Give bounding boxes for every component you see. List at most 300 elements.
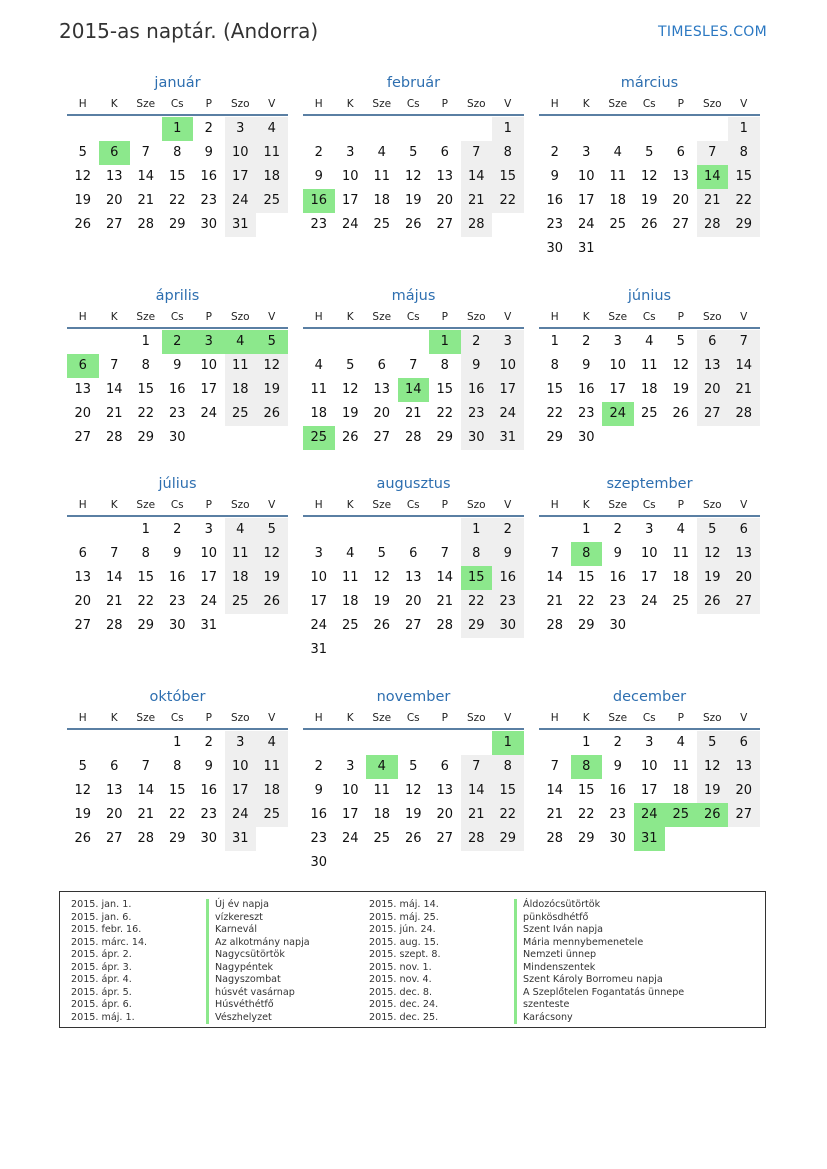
day-cell[interactable]: 24 — [200, 406, 218, 421]
day-cell[interactable]: 1 — [550, 334, 559, 349]
holiday-day-cell[interactable]: 6 — [99, 141, 131, 165]
day-cell[interactable]: 28 — [105, 618, 123, 633]
day-cell[interactable]: 14 — [436, 570, 454, 585]
day-cell[interactable]: 24 — [310, 618, 328, 633]
day-cell[interactable]: 28 — [697, 213, 729, 237]
day-cell[interactable]: 5 — [377, 546, 386, 561]
day-cell[interactable]: 18 — [310, 406, 328, 421]
day-cell[interactable]: 17 — [640, 783, 658, 798]
day-cell[interactable]: 22 — [137, 594, 155, 609]
day-cell[interactable]: 4 — [314, 358, 323, 373]
day-cell[interactable]: 11 — [609, 169, 627, 184]
day-cell[interactable]: 18 — [256, 165, 288, 189]
holiday-day-cell[interactable]: 4 — [225, 330, 257, 354]
day-cell[interactable]: 30 — [546, 241, 564, 256]
day-cell[interactable]: 10 — [609, 358, 627, 373]
day-cell[interactable]: 19 — [74, 807, 92, 822]
day-cell[interactable]: 9 — [550, 169, 559, 184]
day-cell[interactable]: 7 — [440, 546, 449, 561]
day-cell[interactable]: 11 — [640, 358, 658, 373]
day-cell[interactable]: 6 — [440, 759, 449, 774]
day-cell[interactable]: 1 — [582, 522, 591, 537]
day-cell[interactable]: 15 — [728, 165, 760, 189]
day-cell[interactable]: 29 — [546, 430, 564, 445]
day-cell[interactable]: 3 — [225, 117, 257, 141]
day-cell[interactable]: 26 — [341, 430, 359, 445]
day-cell[interactable]: 26 — [74, 217, 92, 232]
day-cell[interactable]: 18 — [373, 193, 391, 208]
day-cell[interactable]: 12 — [341, 382, 359, 397]
day-cell[interactable]: 5 — [409, 759, 418, 774]
day-cell[interactable]: 21 — [404, 406, 422, 421]
day-cell[interactable]: 2 — [314, 145, 323, 160]
day-cell[interactable]: 3 — [314, 546, 323, 561]
day-cell[interactable]: 30 — [168, 430, 186, 445]
day-cell[interactable]: 30 — [492, 614, 524, 638]
day-cell[interactable]: 2 — [204, 735, 213, 750]
day-cell[interactable]: 29 — [461, 614, 493, 638]
day-cell[interactable]: 23 — [310, 217, 328, 232]
day-cell[interactable]: 17 — [640, 570, 658, 585]
day-cell[interactable]: 22 — [436, 406, 454, 421]
day-cell[interactable]: 27 — [404, 618, 422, 633]
day-cell[interactable]: 15 — [577, 570, 595, 585]
day-cell[interactable]: 13 — [436, 783, 454, 798]
day-cell[interactable]: 28 — [404, 430, 422, 445]
day-cell[interactable]: 6 — [728, 731, 760, 755]
day-cell[interactable]: 8 — [173, 145, 182, 160]
day-cell[interactable]: 24 — [492, 402, 524, 426]
day-cell[interactable]: 17 — [609, 382, 627, 397]
day-cell[interactable]: 26 — [256, 590, 288, 614]
day-cell[interactable]: 13 — [728, 755, 760, 779]
day-cell[interactable]: 24 — [225, 803, 257, 827]
day-cell[interactable]: 21 — [546, 807, 564, 822]
holiday-day-cell[interactable]: 16 — [303, 189, 335, 213]
day-cell[interactable]: 30 — [200, 831, 218, 846]
holiday-day-cell[interactable]: 2 — [162, 330, 194, 354]
holiday-day-cell[interactable]: 8 — [571, 542, 603, 566]
day-cell[interactable]: 7 — [550, 546, 559, 561]
day-cell[interactable]: 20 — [404, 594, 422, 609]
day-cell[interactable]: 11 — [256, 755, 288, 779]
day-cell[interactable]: 15 — [137, 382, 155, 397]
day-cell[interactable]: 14 — [137, 783, 155, 798]
day-cell[interactable]: 26 — [672, 406, 690, 421]
day-cell[interactable]: 25 — [640, 406, 658, 421]
day-cell[interactable]: 13 — [728, 542, 760, 566]
day-cell[interactable]: 14 — [546, 783, 564, 798]
day-cell[interactable]: 2 — [613, 522, 622, 537]
day-cell[interactable]: 24 — [640, 594, 658, 609]
day-cell[interactable]: 15 — [137, 570, 155, 585]
day-cell[interactable]: 10 — [310, 570, 328, 585]
day-cell[interactable]: 16 — [577, 382, 595, 397]
day-cell[interactable]: 23 — [310, 831, 328, 846]
day-cell[interactable]: 16 — [609, 783, 627, 798]
day-cell[interactable]: 1 — [582, 735, 591, 750]
day-cell[interactable]: 26 — [640, 217, 658, 232]
day-cell[interactable]: 17 — [577, 193, 595, 208]
day-cell[interactable]: 22 — [577, 594, 595, 609]
day-cell[interactable]: 27 — [105, 831, 123, 846]
day-cell[interactable]: 3 — [346, 145, 355, 160]
day-cell[interactable]: 19 — [404, 807, 422, 822]
day-cell[interactable]: 25 — [225, 402, 257, 426]
day-cell[interactable]: 4 — [645, 334, 654, 349]
day-cell[interactable]: 28 — [461, 213, 493, 237]
day-cell[interactable]: 21 — [105, 406, 123, 421]
holiday-day-cell[interactable]: 26 — [697, 803, 729, 827]
day-cell[interactable]: 8 — [461, 542, 493, 566]
day-cell[interactable]: 1 — [728, 117, 760, 141]
day-cell[interactable]: 3 — [204, 522, 213, 537]
day-cell[interactable]: 25 — [672, 594, 690, 609]
day-cell[interactable]: 11 — [672, 759, 690, 774]
day-cell[interactable]: 2 — [550, 145, 559, 160]
day-cell[interactable]: 18 — [609, 193, 627, 208]
day-cell[interactable]: 6 — [78, 546, 87, 561]
day-cell[interactable]: 27 — [697, 402, 729, 426]
holiday-day-cell[interactable]: 8 — [571, 755, 603, 779]
day-cell[interactable]: 23 — [546, 217, 564, 232]
day-cell[interactable]: 5 — [346, 358, 355, 373]
day-cell[interactable]: 5 — [697, 518, 729, 542]
day-cell[interactable]: 20 — [436, 807, 454, 822]
day-cell[interactable]: 30 — [168, 618, 186, 633]
day-cell[interactable]: 13 — [105, 169, 123, 184]
day-cell[interactable]: 25 — [256, 803, 288, 827]
day-cell[interactable]: 13 — [105, 783, 123, 798]
day-cell[interactable]: 15 — [546, 382, 564, 397]
day-cell[interactable]: 29 — [492, 827, 524, 851]
day-cell[interactable]: 13 — [672, 169, 690, 184]
day-cell[interactable]: 28 — [728, 402, 760, 426]
day-cell[interactable]: 17 — [225, 779, 257, 803]
day-cell[interactable]: 8 — [141, 358, 150, 373]
day-cell[interactable]: 8 — [173, 759, 182, 774]
holiday-day-cell[interactable]: 5 — [256, 330, 288, 354]
day-cell[interactable]: 20 — [105, 193, 123, 208]
day-cell[interactable]: 27 — [672, 217, 690, 232]
day-cell[interactable]: 7 — [141, 145, 150, 160]
day-cell[interactable]: 17 — [341, 193, 359, 208]
holiday-day-cell[interactable]: 1 — [429, 330, 461, 354]
day-cell[interactable]: 8 — [492, 141, 524, 165]
day-cell[interactable]: 27 — [105, 217, 123, 232]
day-cell[interactable]: 14 — [546, 570, 564, 585]
day-cell[interactable]: 12 — [672, 358, 690, 373]
day-cell[interactable]: 15 — [492, 779, 524, 803]
day-cell[interactable]: 10 — [341, 169, 359, 184]
day-cell[interactable]: 26 — [697, 590, 729, 614]
day-cell[interactable]: 22 — [492, 189, 524, 213]
day-cell[interactable]: 23 — [492, 590, 524, 614]
day-cell[interactable]: 18 — [373, 807, 391, 822]
day-cell[interactable]: 12 — [74, 783, 92, 798]
day-cell[interactable]: 25 — [256, 189, 288, 213]
day-cell[interactable]: 23 — [461, 402, 493, 426]
day-cell[interactable]: 2 — [582, 334, 591, 349]
day-cell[interactable]: 2 — [613, 735, 622, 750]
day-cell[interactable]: 23 — [609, 594, 627, 609]
day-cell[interactable]: 31 — [310, 642, 328, 657]
day-cell[interactable]: 6 — [110, 759, 119, 774]
day-cell[interactable]: 17 — [225, 165, 257, 189]
day-cell[interactable]: 21 — [137, 193, 155, 208]
day-cell[interactable]: 22 — [492, 803, 524, 827]
day-cell[interactable]: 5 — [78, 759, 87, 774]
day-cell[interactable]: 25 — [341, 618, 359, 633]
day-cell[interactable]: 20 — [672, 193, 690, 208]
day-cell[interactable]: 26 — [404, 217, 422, 232]
day-cell[interactable]: 19 — [341, 406, 359, 421]
day-cell[interactable]: 23 — [200, 193, 218, 208]
day-cell[interactable]: 16 — [310, 807, 328, 822]
day-cell[interactable]: 13 — [74, 382, 92, 397]
day-cell[interactable]: 20 — [105, 807, 123, 822]
day-cell[interactable]: 30 — [200, 217, 218, 232]
day-cell[interactable]: 14 — [461, 165, 493, 189]
day-cell[interactable]: 18 — [672, 783, 690, 798]
day-cell[interactable]: 24 — [341, 831, 359, 846]
holiday-day-cell[interactable]: 1 — [492, 731, 524, 755]
day-cell[interactable]: 2 — [173, 522, 182, 537]
day-cell[interactable]: 21 — [461, 803, 493, 827]
day-cell[interactable]: 29 — [436, 430, 454, 445]
day-cell[interactable]: 17 — [200, 382, 218, 397]
day-cell[interactable]: 9 — [314, 169, 323, 184]
holiday-day-cell[interactable]: 24 — [634, 803, 666, 827]
day-cell[interactable]: 21 — [697, 189, 729, 213]
day-cell[interactable]: 20 — [373, 406, 391, 421]
day-cell[interactable]: 11 — [256, 141, 288, 165]
day-cell[interactable]: 8 — [728, 141, 760, 165]
day-cell[interactable]: 13 — [373, 382, 391, 397]
day-cell[interactable]: 7 — [550, 759, 559, 774]
day-cell[interactable]: 31 — [492, 426, 524, 450]
day-cell[interactable]: 18 — [225, 378, 257, 402]
day-cell[interactable]: 10 — [492, 354, 524, 378]
day-cell[interactable]: 22 — [728, 189, 760, 213]
day-cell[interactable]: 12 — [697, 542, 729, 566]
day-cell[interactable]: 23 — [200, 807, 218, 822]
day-cell[interactable]: 19 — [640, 193, 658, 208]
day-cell[interactable]: 4 — [225, 518, 257, 542]
day-cell[interactable]: 16 — [461, 378, 493, 402]
day-cell[interactable]: 17 — [200, 570, 218, 585]
day-cell[interactable]: 30 — [609, 831, 627, 846]
day-cell[interactable]: 11 — [225, 354, 257, 378]
day-cell[interactable]: 3 — [492, 330, 524, 354]
day-cell[interactable]: 4 — [346, 546, 355, 561]
day-cell[interactable]: 11 — [373, 783, 391, 798]
day-cell[interactable]: 23 — [577, 406, 595, 421]
day-cell[interactable]: 22 — [546, 406, 564, 421]
day-cell[interactable]: 28 — [105, 430, 123, 445]
day-cell[interactable]: 27 — [728, 590, 760, 614]
day-cell[interactable]: 6 — [697, 330, 729, 354]
day-cell[interactable]: 14 — [728, 354, 760, 378]
day-cell[interactable]: 22 — [461, 590, 493, 614]
day-cell[interactable]: 9 — [461, 354, 493, 378]
day-cell[interactable]: 10 — [225, 141, 257, 165]
holiday-day-cell[interactable]: 3 — [193, 330, 225, 354]
day-cell[interactable]: 10 — [341, 783, 359, 798]
day-cell[interactable]: 1 — [461, 518, 493, 542]
day-cell[interactable]: 26 — [74, 831, 92, 846]
day-cell[interactable]: 20 — [697, 378, 729, 402]
day-cell[interactable]: 23 — [609, 807, 627, 822]
day-cell[interactable]: 5 — [645, 145, 654, 160]
day-cell[interactable]: 4 — [256, 731, 288, 755]
day-cell[interactable]: 3 — [225, 731, 257, 755]
day-cell[interactable]: 5 — [409, 145, 418, 160]
day-cell[interactable]: 30 — [310, 855, 328, 870]
day-cell[interactable]: 4 — [377, 145, 386, 160]
day-cell[interactable]: 7 — [409, 358, 418, 373]
day-cell[interactable]: 24 — [225, 189, 257, 213]
day-cell[interactable]: 16 — [200, 783, 218, 798]
day-cell[interactable]: 27 — [436, 217, 454, 232]
day-cell[interactable]: 5 — [256, 518, 288, 542]
day-cell[interactable]: 19 — [74, 193, 92, 208]
day-cell[interactable]: 14 — [105, 570, 123, 585]
day-cell[interactable]: 18 — [341, 594, 359, 609]
day-cell[interactable]: 2 — [492, 518, 524, 542]
day-cell[interactable]: 25 — [609, 217, 627, 232]
day-cell[interactable]: 9 — [613, 546, 622, 561]
brand-logo[interactable]: TIMESLES.COM — [658, 24, 767, 40]
day-cell[interactable]: 12 — [373, 570, 391, 585]
day-cell[interactable]: 7 — [461, 755, 493, 779]
day-cell[interactable]: 28 — [137, 217, 155, 232]
day-cell[interactable]: 23 — [168, 594, 186, 609]
day-cell[interactable]: 7 — [110, 546, 119, 561]
day-cell[interactable]: 7 — [728, 330, 760, 354]
day-cell[interactable]: 28 — [436, 618, 454, 633]
day-cell[interactable]: 29 — [577, 831, 595, 846]
day-cell[interactable]: 30 — [609, 618, 627, 633]
day-cell[interactable]: 27 — [74, 618, 92, 633]
day-cell[interactable]: 21 — [105, 594, 123, 609]
day-cell[interactable]: 10 — [577, 169, 595, 184]
day-cell[interactable]: 15 — [168, 169, 186, 184]
day-cell[interactable]: 27 — [74, 430, 92, 445]
day-cell[interactable]: 7 — [110, 358, 119, 373]
day-cell[interactable]: 13 — [74, 570, 92, 585]
day-cell[interactable]: 29 — [137, 618, 155, 633]
day-cell[interactable]: 4 — [676, 522, 685, 537]
day-cell[interactable]: 6 — [440, 145, 449, 160]
day-cell[interactable]: 10 — [640, 759, 658, 774]
day-cell[interactable]: 18 — [225, 566, 257, 590]
holiday-day-cell[interactable]: 31 — [634, 827, 666, 851]
day-cell[interactable]: 1 — [141, 334, 150, 349]
day-cell[interactable]: 15 — [577, 783, 595, 798]
day-cell[interactable]: 16 — [609, 570, 627, 585]
day-cell[interactable]: 2 — [204, 121, 213, 136]
day-cell[interactable]: 3 — [645, 522, 654, 537]
day-cell[interactable]: 8 — [550, 358, 559, 373]
day-cell[interactable]: 2 — [314, 759, 323, 774]
day-cell[interactable]: 13 — [404, 570, 422, 585]
day-cell[interactable]: 14 — [137, 169, 155, 184]
day-cell[interactable]: 10 — [200, 546, 218, 561]
day-cell[interactable]: 5 — [697, 731, 729, 755]
day-cell[interactable]: 11 — [225, 542, 257, 566]
day-cell[interactable]: 27 — [373, 430, 391, 445]
day-cell[interactable]: 26 — [373, 618, 391, 633]
day-cell[interactable]: 15 — [168, 783, 186, 798]
day-cell[interactable]: 15 — [436, 382, 454, 397]
day-cell[interactable]: 19 — [672, 382, 690, 397]
day-cell[interactable]: 1 — [492, 117, 524, 141]
holiday-day-cell[interactable]: 24 — [602, 402, 634, 426]
day-cell[interactable]: 27 — [436, 831, 454, 846]
day-cell[interactable]: 16 — [546, 193, 564, 208]
day-cell[interactable]: 5 — [78, 145, 87, 160]
day-cell[interactable]: 22 — [168, 807, 186, 822]
day-cell[interactable]: 20 — [74, 594, 92, 609]
day-cell[interactable]: 6 — [377, 358, 386, 373]
day-cell[interactable]: 19 — [256, 378, 288, 402]
day-cell[interactable]: 29 — [137, 430, 155, 445]
day-cell[interactable]: 29 — [168, 831, 186, 846]
day-cell[interactable]: 13 — [436, 169, 454, 184]
holiday-day-cell[interactable]: 14 — [398, 378, 430, 402]
day-cell[interactable]: 12 — [256, 354, 288, 378]
day-cell[interactable]: 28 — [546, 618, 564, 633]
day-cell[interactable]: 10 — [640, 546, 658, 561]
day-cell[interactable]: 9 — [173, 546, 182, 561]
day-cell[interactable]: 29 — [728, 213, 760, 237]
holiday-day-cell[interactable]: 15 — [461, 566, 493, 590]
day-cell[interactable]: 6 — [409, 546, 418, 561]
day-cell[interactable]: 4 — [613, 145, 622, 160]
day-cell[interactable]: 17 — [492, 378, 524, 402]
day-cell[interactable]: 23 — [168, 406, 186, 421]
day-cell[interactable]: 25 — [373, 831, 391, 846]
day-cell[interactable]: 3 — [346, 759, 355, 774]
day-cell[interactable]: 11 — [672, 546, 690, 561]
day-cell[interactable]: 12 — [404, 783, 422, 798]
day-cell[interactable]: 18 — [256, 779, 288, 803]
day-cell[interactable]: 13 — [697, 354, 729, 378]
day-cell[interactable]: 12 — [404, 169, 422, 184]
day-cell[interactable]: 7 — [461, 141, 493, 165]
day-cell[interactable]: 31 — [200, 618, 218, 633]
day-cell[interactable]: 9 — [492, 542, 524, 566]
day-cell[interactable]: 26 — [256, 402, 288, 426]
day-cell[interactable]: 16 — [168, 570, 186, 585]
day-cell[interactable]: 21 — [461, 189, 493, 213]
day-cell[interactable]: 31 — [577, 241, 595, 256]
day-cell[interactable]: 28 — [137, 831, 155, 846]
day-cell[interactable]: 24 — [577, 217, 595, 232]
day-cell[interactable]: 9 — [582, 358, 591, 373]
day-cell[interactable]: 11 — [373, 169, 391, 184]
day-cell[interactable]: 4 — [676, 735, 685, 750]
day-cell[interactable]: 31 — [225, 827, 257, 851]
day-cell[interactable]: 19 — [373, 594, 391, 609]
day-cell[interactable]: 27 — [728, 803, 760, 827]
day-cell[interactable]: 21 — [436, 594, 454, 609]
day-cell[interactable]: 1 — [141, 522, 150, 537]
day-cell[interactable]: 9 — [173, 358, 182, 373]
day-cell[interactable]: 28 — [546, 831, 564, 846]
day-cell[interactable]: 17 — [341, 807, 359, 822]
